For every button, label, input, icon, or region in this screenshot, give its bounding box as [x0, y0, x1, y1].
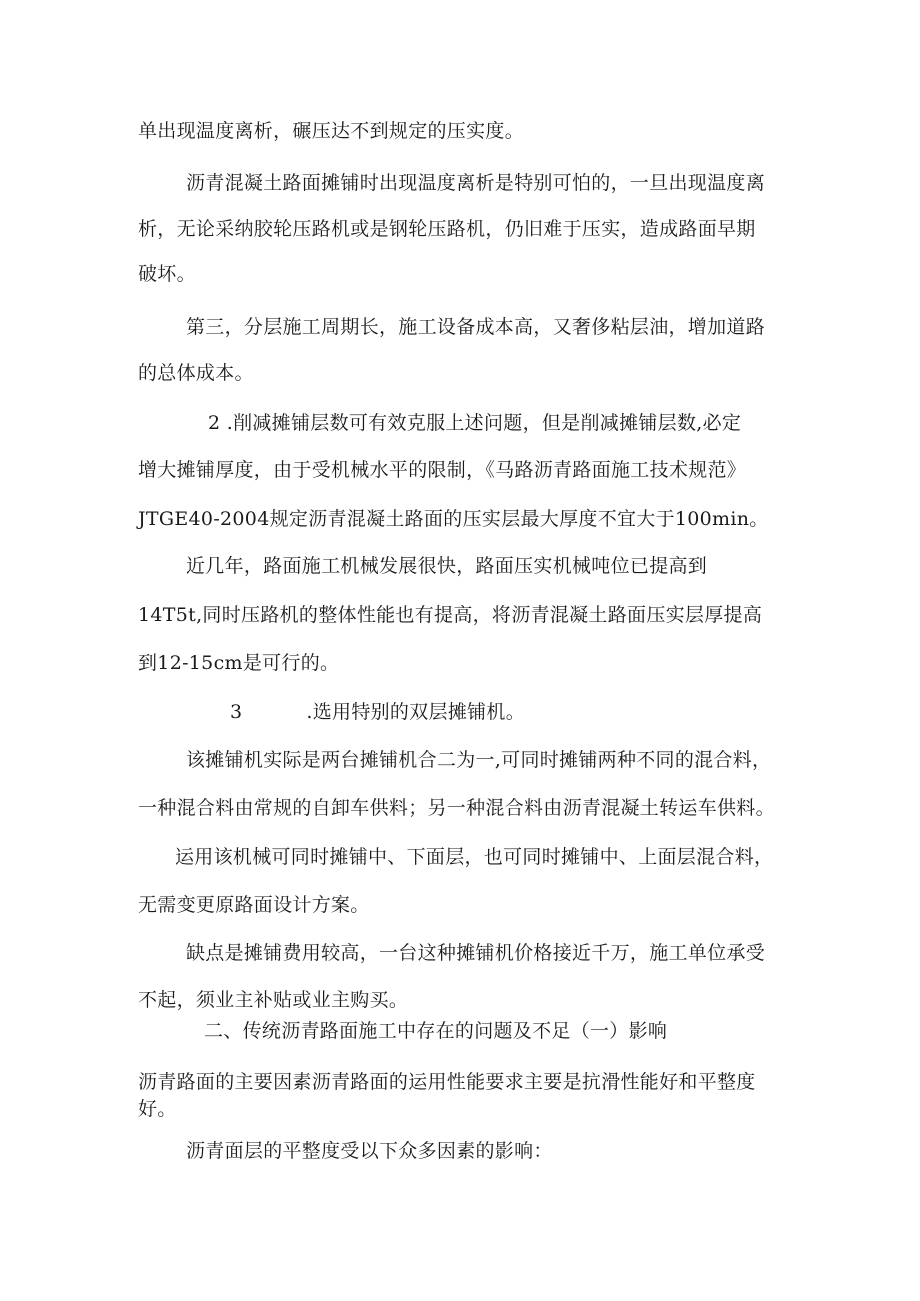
text-line: 不起，须业主补贴或业主购买。 — [138, 989, 409, 1011]
text-line: 无需变更原路面设计方案。 — [138, 894, 370, 916]
item-number: 3 — [230, 701, 243, 723]
text-line: 析，无论采纳胶轮压路机或是钢轮压路机，仍旧难于压实，造成路面早期 — [138, 218, 756, 240]
text-line: 沥青混凝土路面摊铺时出现温度离析是特别可怕的，一旦出现温度离 — [186, 172, 766, 194]
text-line: 2 .削减摊铺层数可有效克服上述问题，但是削减摊铺层数,必定 — [208, 412, 742, 434]
text-line: 单出现温度离析，碾压达不到规定的压实度。 — [138, 120, 525, 142]
text-line: 的总体成本。 — [138, 362, 254, 384]
text-line: 沥青面层的平整度受以下众多因素的影响： — [186, 1140, 553, 1162]
text-line: 第三，分层施工周期长，施工设备成本高，又奢侈粘层油，增加道路 — [186, 316, 766, 338]
text-line: 运用该机械可同时摊铺中、下面层，也可同时摊铺中、上面层混合料， — [175, 846, 774, 868]
text-line: 14T5t,同时压路机的整体性能也有提高，将沥青混凝土路面压实层厚提高 — [138, 604, 763, 626]
text-line: 一种混合料由常规的自卸车供料；另一种混合料由沥青混凝土转运车供料。 — [138, 797, 775, 819]
numbered-item — [230, 701, 525, 723]
text-line: 好。 — [138, 1098, 177, 1120]
item-text: .选用特别的双层摊铺机。 — [306, 701, 526, 723]
section-heading: 二、传统沥青路面施工中存在的问题及不足（一）影响 — [204, 1020, 668, 1042]
text-line: 缺点是摊铺费用较高，一台这种摊铺机价格接近千万，施工单位承受 — [186, 942, 766, 964]
text-line: 破坏。 — [138, 263, 196, 285]
text-line: 该摊铺机实际是两台摊铺机合二为一,可同时摊铺两种不同的混合料， — [186, 749, 772, 771]
text-line: 到12-15cm是可行的。 — [138, 652, 340, 674]
text-line: 沥青路面的主要因素沥青路面的运用性能要求主要是抗滑性能好和平整度 — [138, 1071, 756, 1093]
text-line: JTGE40-2004规定沥青混凝土路面的压实层最大厚度不宜大于100min。 — [138, 508, 769, 530]
text-line: 增大摊铺厚度，由于受机械水平的限制，《马路沥青路面施工技术规范》 — [138, 459, 747, 481]
text-line: 近几年，路面施工机械发展很快，路面压实机械吨位已提高到 — [186, 555, 708, 577]
